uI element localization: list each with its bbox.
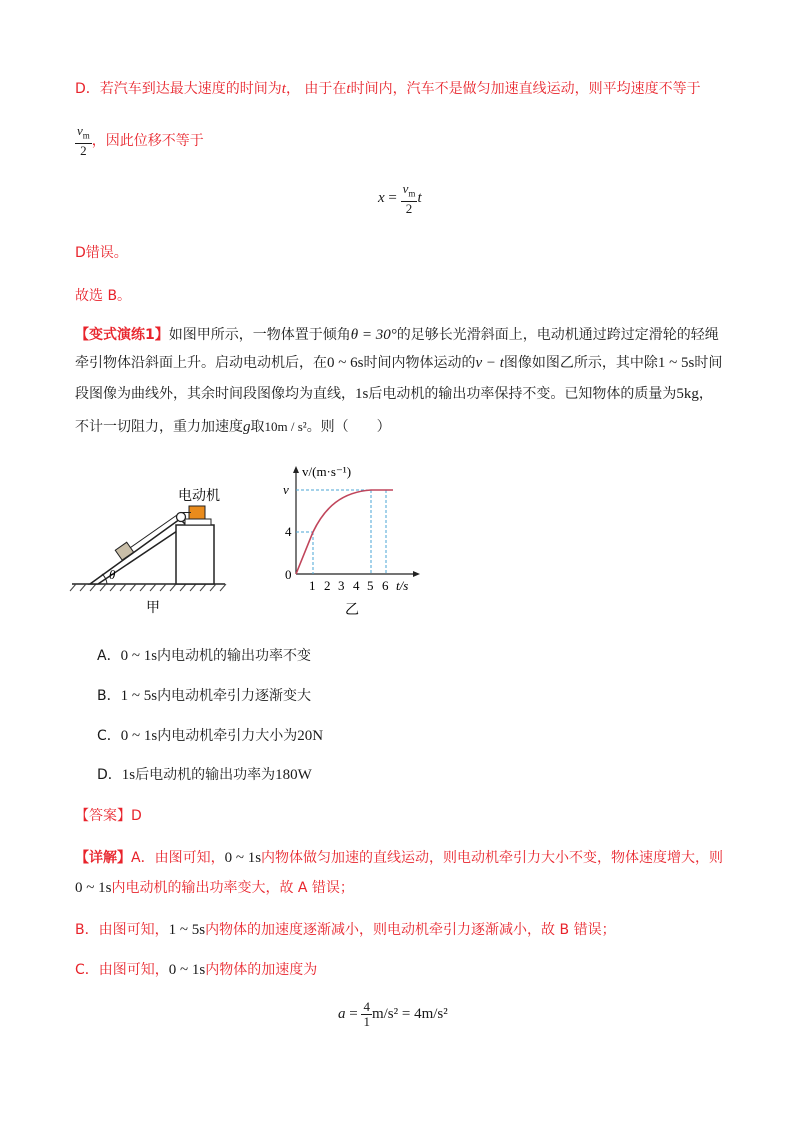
fraction-4-over-1: $\frac{4}{1}$ — [363, 999, 370, 1029]
y-tick-0: 0 — [285, 567, 292, 582]
text: ， 由于在 — [285, 81, 347, 97]
motor — [189, 506, 205, 519]
y-tick-4: 4 — [285, 524, 292, 539]
fraction-vm-over-2: $\frac{v_m}{2}$ — [77, 123, 90, 158]
x-axis-label: t/s — [396, 578, 409, 593]
motor-base — [185, 519, 211, 525]
caption-jia: 甲 — [146, 600, 160, 616]
option-d-explain-line2 — [75, 124, 204, 158]
problem-label: 【变式演练1】 — [75, 327, 169, 343]
analysis-a-line2: 0 ~ 1s内电动机的输出功率变大，故 A 错误； — [75, 880, 354, 896]
y-tick-v: v — [283, 482, 289, 497]
d-conclusion: D错误。 — [75, 245, 128, 261]
figure-jia — [60, 475, 240, 620]
theta-value: θ = 30° — [350, 327, 397, 343]
figure-yi — [280, 462, 430, 622]
text: 时间内，汽车不是做匀加速直线运动，则平均速度不等于 — [350, 81, 701, 97]
fraction-vm-over-2: $\frac{v_m}{2}$ — [402, 181, 416, 216]
motor-label: 电动机 — [178, 488, 220, 504]
var-t: t — [346, 81, 351, 97]
problem-line1: 【变式演练1】如图甲所示，一物体置于倾角θ = 30°的足够长光滑斜面上，电动机通过跨过定滑轮的轻绳 — [75, 327, 719, 343]
analysis-b: B．由图可知，1 ~ 5s内物体的加速度逐渐减小，则电动机牵引力逐渐减小，故 B 错误； — [75, 922, 616, 938]
vt-curve — [296, 490, 393, 574]
caption-yi: 乙 — [345, 602, 359, 618]
var-t: t — [281, 81, 286, 97]
equation-x: x = $\frac{v_m}{2}$ t — [378, 181, 422, 216]
x-tick-4: 4 — [353, 578, 360, 593]
problem-line2: 牵引物体沿斜面上升。启动电动机后，在0 ~ 6s时间内物体运动的v − t图像如图乙所示，其中除1 ~ 5s时间 — [75, 355, 723, 371]
text: D．若汽车到达最大速度的时间为 — [75, 81, 282, 97]
y-axis-label: v/(m·s⁻¹) — [302, 464, 352, 479]
analysis-c: C．由图可知，0 ~ 1s内物体的加速度为 — [75, 962, 318, 978]
option-b[interactable]: B．1 ~ 5s内电动机牵引力逐渐变大 — [97, 688, 312, 704]
y-arrow — [293, 466, 299, 473]
pulley — [177, 513, 186, 522]
x-arrow — [413, 571, 420, 577]
problem-line4: 不计一切阻力，重力加速度g取10m / s²。则（ ） — [75, 419, 391, 435]
equation-a: a = $\frac{4}{1}$ m/s² = 4m/s² — [338, 999, 448, 1029]
x-tick-5: 5 — [367, 578, 374, 593]
option-d-explain-line1 — [75, 79, 701, 99]
theta-label: θ — [109, 567, 116, 582]
problem-line3: 段图像为曲线外，其余时间段图像均为直线，1s后电动机的输出功率保持不变。已知物体的质量为5kg， — [75, 386, 713, 402]
choice-b: 故选 B。 — [75, 288, 132, 304]
option-c[interactable]: C．0 ~ 1s内电动机牵引力大小为20N — [97, 728, 324, 744]
x-tick-2: 2 — [324, 578, 331, 593]
ground-hatch — [70, 584, 226, 591]
option-a[interactable]: A．0 ~ 1s内电动机的输出功率不变 — [97, 648, 312, 664]
x-ticks — [309, 578, 408, 593]
x-tick-6: 6 — [382, 578, 389, 593]
answer: 【答案】D — [75, 808, 142, 824]
analysis-a-line1: 【详解】A．由图可知，0 ~ 1s内物体做匀加速的直线运动，则电动机牵引力大小不变，物体速度增大，则 — [75, 850, 724, 866]
motor-stand — [176, 525, 214, 584]
x-tick-1: 1 — [309, 578, 316, 593]
option-d[interactable]: D．1s后电动机的输出功率为180W — [97, 767, 312, 783]
x-tick-3: 3 — [338, 578, 345, 593]
text: ，因此位移不等于 — [91, 132, 204, 149]
incline — [90, 519, 186, 584]
